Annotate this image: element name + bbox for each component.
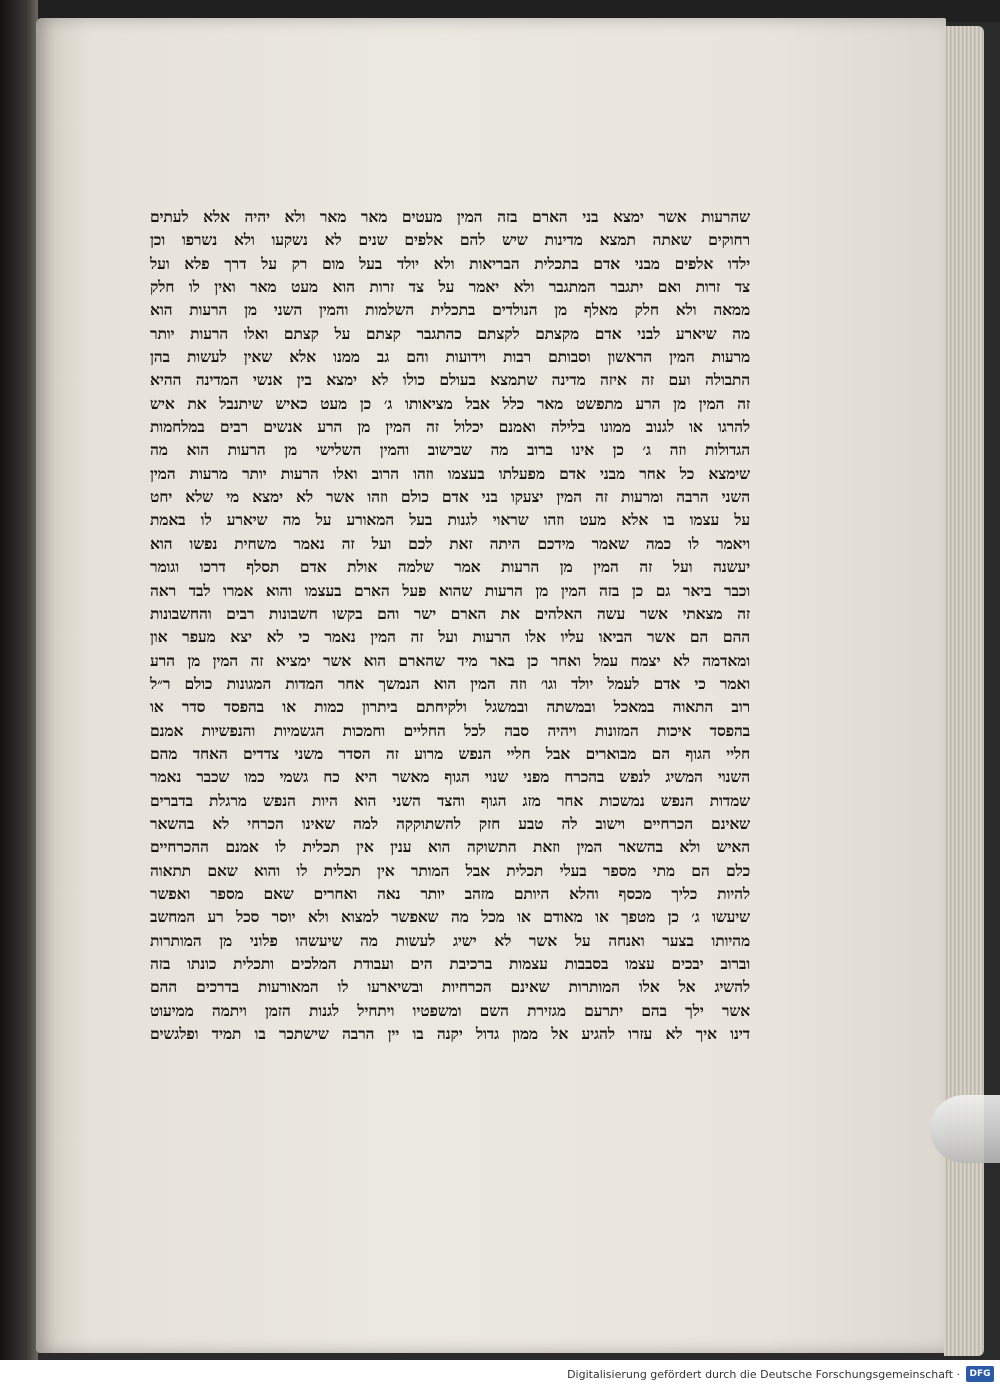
text-line: וברוב יבכים עצמו בסבבות עצמות ברכיבת הים ועבודת המלכים ותכלית כונתו בזה	[150, 954, 750, 973]
bookmark-tab	[930, 1095, 1000, 1163]
text-line: רוב התאוה במאכל ובמשתה ובמשגל ולקיחתם ביתרון כמות או בהפסד סדר או	[150, 697, 750, 717]
text-line: השני הרבה ומרעות זה המין יצעקו בני אדם כולם וזהו אשר לא ימצא מי שלא יחט	[150, 487, 750, 507]
text-line: צד זרות ואם יתגבר המתגבר ולא יאמר על צד זרות הוא מעט מאר ואין לו חלק	[150, 277, 750, 297]
text-line: הגדולות וזה ג׳ כן אינו ברוב מה שבישוב והמין השלישי מן הרעות הוא מה	[150, 440, 750, 460]
text-line: ההם הם אשר הביאו עליו אלו הרעות ועל זה המין נאמר כי לא יצא מעפר און	[150, 627, 750, 647]
text-line: ילדו אלפים מבני אדם בתכלית הבריאות ולא יולד בעל מום רק על דרך פלא ועל	[150, 253, 750, 273]
text-line: השנוי המשיג לנפש בהכרח מפני שנוי הגוף מאשר היא כח גשמי כמו שכבר נאמר	[150, 767, 750, 787]
text-line: ומאדמה לא יצמח עמל ואחר כן באר מיד שהארם הוא אשר ימציא זה המין מן הרע	[150, 650, 750, 670]
text-line: מהיותו בצער ואנחה על אשר לא ישיג לעשות מה שיעשהו פלוני מן המותרות	[150, 930, 750, 950]
text-line: שמדות הנפש נמשכות אחר מזג הגוף והצד השני הוא היות הנפש מרגלת בדברים	[150, 790, 750, 810]
text-line: זה מצאתי אשר עשה האלהים את הארם ישר והם בקשו חשבונות רבים והחשבונות	[150, 603, 750, 623]
text-line: ויאמר לו כמה שאמר מידכם היתה זאת לכם ועל זה נאמר משחית נפשו הוא	[150, 533, 750, 553]
text-line: מה שיארע לבני אדם מקצתם לקצתם כהתגבר קצתם על קצתם ואלו הרעות יותר	[150, 323, 750, 343]
text-line: מרעות המין הראשון וסבותם רבות וידועות והם גב ממנו אלא שאין לעשות בהן	[150, 347, 750, 367]
text-line: זה המין מן הרע מתפשט מאר כלל אבל מציאותו ג׳ כן מעט כאיש שיתנבל את איש	[150, 393, 750, 413]
text-line: בהפסד איכות המזונות ויהיה סבה לכל החליים וחמכות הגשמיות והנפשיות אמנם	[150, 720, 750, 740]
text-line: רחוקים שאתה תמצא מדינות שיש להם אלפים שנים לא נשקעו ולא נשרפו וכן	[150, 230, 750, 250]
text-line: ממאה ולא חלק מאלף מן הנולדים בתכלית השלמות והמין השני מן הרעות הוא	[150, 300, 750, 320]
text-line: להשיג אל אלו המותרות שאינם הכרחיות ובשיארעו לו המאורעות בדרכים ההם	[150, 977, 750, 997]
text-line: התבולה ועם זה איזה מדינה שתמצא בעולם כולו לא ימצא בין אנשי המדינה ההיא	[150, 370, 750, 390]
funding-credit: Digitalisierung gefördert durch die Deutsche Forschungsgemeinschaft ·	[567, 1368, 960, 1381]
hebrew-text-block	[150, 205, 750, 1060]
text-line: שהרעות אשר ימצא בני הארם בזה המין מעטים מאר מאר ולא יהיה אלא לעתים	[150, 207, 750, 226]
text-line: שאינם הכרחיים וישוב לה טבע חזק להשתוקקה למה שאינו הכרחי לא בהשאר	[150, 813, 750, 833]
text-line: חליי הגוף הם מבוארים אבל חליי הנפש מרוע זה הסדר משני צדדים האחד מהם	[150, 743, 750, 763]
text-line: האיש ולא בהשאר המין וזאת התשוקה הוא ענין אין תכלית לו אמנם ההכרחיים	[150, 837, 750, 857]
text-line: דינו איך לא עזרו להגיע אל ממון גדול יקנה בו יין הרבה שישתכר בו תמיד ופלגשים	[150, 1024, 750, 1044]
text-line: אשר ילך בהם יתרעם מגזירת השם ומשפטיו ויתחיל לגנות הזמן ויתמה ממיעוט	[150, 1000, 750, 1020]
footer-bar	[0, 1360, 1000, 1389]
text-line: שימצא כל אחר מבני אדם מפעלתו בעצמו וזהו הרוב ואלו הרעות יותר מרעות המין	[150, 463, 750, 483]
text-line: להרגו או לגנוב ממונו בלילה ואמנם יכלול זה המין מן הרע אנשים רבים במלחמות	[150, 417, 750, 437]
book-gutter	[0, 0, 38, 1360]
text-line: על עצמו בו אלא מעט וזהו שראוי לגנות בעל המאורע על מה שיארע לו באמת	[150, 510, 750, 530]
text-line: וכבר ביאר גם כן בזה המין מן הרעות שהוא פעל הארם בעצמו והוא אמרו לבד ראה	[150, 580, 750, 600]
dfg-logo-icon: DFG	[966, 1366, 994, 1382]
text-line: כלם הם מתי מספר בעלי תכלית אבל המותר אין תכלית לו והוא שאם תתאוה	[150, 860, 750, 880]
text-line: להיות כליך מכסף והלא היותם מזהב יותר נאה ואחרים שאם מספר ואפשר	[150, 883, 750, 903]
text-line: ואמר כי אדם לעמל יולד וגו׳ וזה המין הוא הנמשך אחר המדות המגונות כולם ר״ל	[150, 673, 750, 693]
text-line: שיעשו ג׳ כן מטפך או מאודם או מכל מה שאפשר למצוא ולא יוסר סכל רע המחשב	[150, 907, 750, 927]
text-line: יעשנה ועל זה המין מן הרעות אמר שלמה אולת אדם תסלף דרכו וגומר	[150, 557, 750, 577]
